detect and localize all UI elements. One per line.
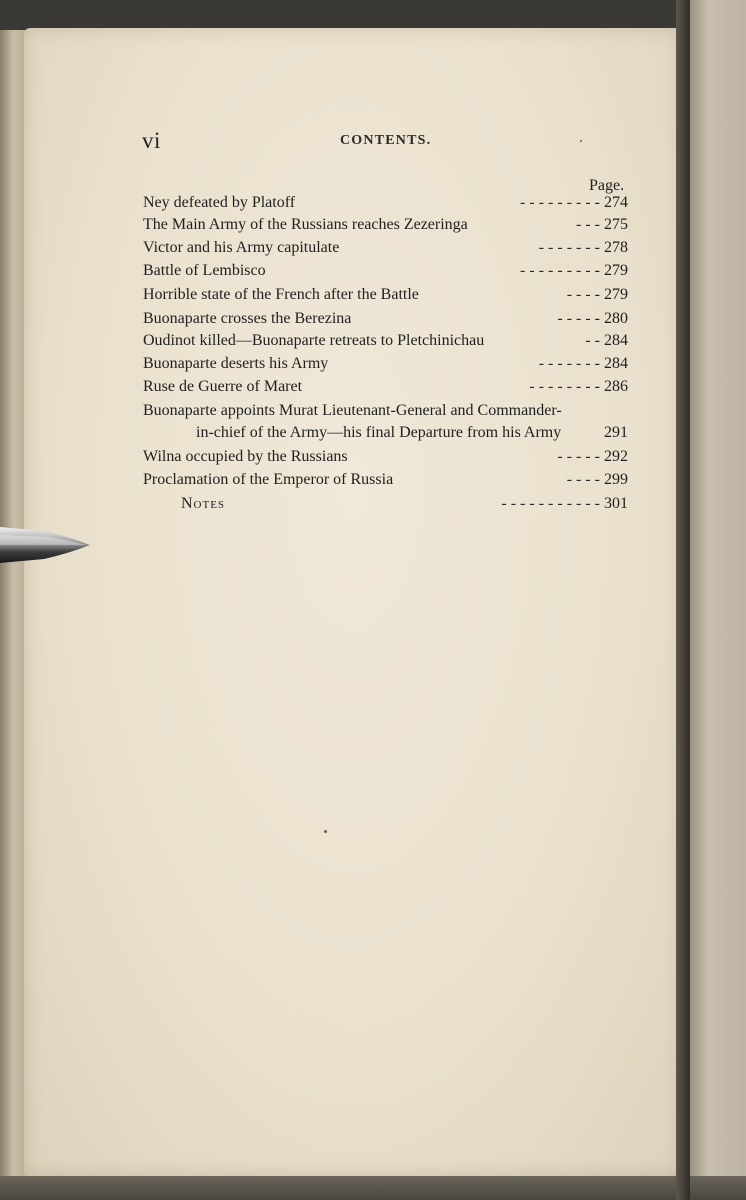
dot-leader: - - - - - - xyxy=(538,239,591,256)
toc-entry-title: Battle of Lembisco xyxy=(143,262,266,279)
toc-entry-title: The Main Army of the Russians reaches Zezeringa xyxy=(143,216,468,233)
toc-entry-title: Ruse de Guerre of Maret xyxy=(143,378,303,395)
toc-entry-title: Ney defeated by Platoff xyxy=(143,194,296,211)
toc-long-entry xyxy=(196,424,628,446)
toc-entry-page: - 274 xyxy=(594,194,628,211)
dot-leader: - - - - xyxy=(557,448,591,465)
page-number: vi xyxy=(142,128,161,153)
toc-entry-title: Wilna occupied by the Russians xyxy=(143,448,348,465)
toc-entry xyxy=(143,355,628,377)
dot-leader: - xyxy=(585,332,591,349)
toc-entry-page: - 275 xyxy=(594,216,628,233)
toc-long-entry-line1: Buonaparte appoints Murat Lieutenant-General and Commander- xyxy=(143,402,562,419)
toc-entry-page: - 284 xyxy=(594,355,628,372)
toc-entry-title: Notes xyxy=(181,495,226,512)
toc-entry-page: - 301 xyxy=(594,495,628,512)
dot-leader: - - - - - - xyxy=(538,355,591,372)
toc-entry-page: - 299 xyxy=(594,471,628,488)
toc-entry xyxy=(143,239,628,261)
toc-entry xyxy=(143,471,628,493)
toc-entry xyxy=(143,378,628,400)
toc-entry-page: - 278 xyxy=(594,239,628,256)
dot-leader: - - - - - - - - - - xyxy=(501,495,591,512)
toc-entry-page: - 284 xyxy=(594,332,628,349)
toc-entry-notes xyxy=(143,495,628,517)
toc-entry xyxy=(143,286,628,308)
page-column-label: Page. xyxy=(589,177,625,194)
toc-entry xyxy=(143,332,628,354)
toc-entry-title: Oudinot killed—Buonaparte retreats to Pletchinichau xyxy=(143,332,485,349)
toc-entry xyxy=(143,310,628,332)
toc-entry-page: 291 xyxy=(604,424,628,441)
toc-entry xyxy=(143,194,628,216)
toc-entry-title: Horrible state of the French after the Battle xyxy=(143,286,419,303)
toc-long-entry-line2: in-chief of the Army—his final Departure from his Army xyxy=(196,424,562,441)
toc-entry-title: Proclamation of the Emperor of Russia xyxy=(143,471,394,488)
dot-leader: - - - - - - - xyxy=(529,378,591,395)
toc-entry-page: - 279 xyxy=(594,286,628,303)
toc-entry-page: - 279 xyxy=(594,262,628,279)
pen-pointer xyxy=(0,521,92,567)
dot-leader: - - xyxy=(576,216,591,233)
toc-entry-page: - 292 xyxy=(594,448,628,465)
toc-entry xyxy=(143,448,628,470)
toc-entry-page: - 280 xyxy=(594,310,628,327)
toc-entry xyxy=(143,216,628,238)
dot-leader: - - - xyxy=(566,286,591,303)
toc-entry-page: - 286 xyxy=(594,378,628,395)
dot-leader: - - - xyxy=(566,471,591,488)
toc-entry-title: Victor and his Army capitulate xyxy=(143,239,340,256)
toc-entry-title: Buonaparte crosses the Berezina xyxy=(143,310,352,327)
dot-leader: - - - - xyxy=(557,310,591,327)
running-head: CONTENTS. xyxy=(340,133,432,148)
dot-leader: - - - - - - - - xyxy=(520,262,591,279)
dot-leader: - - - - - - - - xyxy=(520,194,591,211)
toc-entry xyxy=(143,262,628,284)
toc-entry-title: Buonaparte deserts his Army xyxy=(143,355,329,372)
